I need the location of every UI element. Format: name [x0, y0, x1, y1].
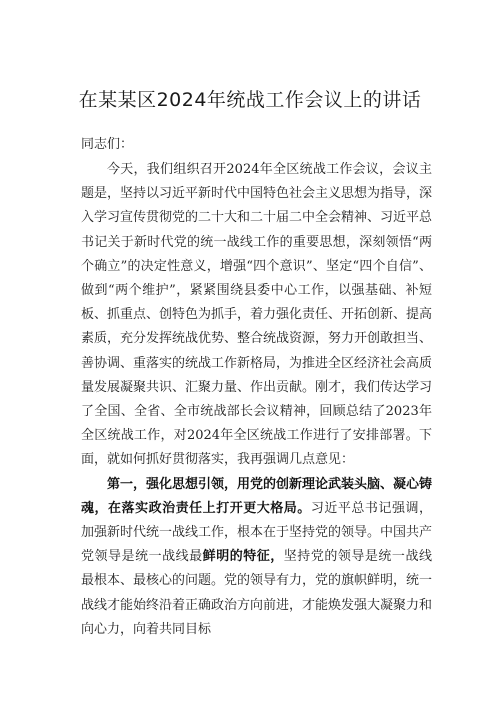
paragraph-text-a: 习近平总书记强调，加强新时代统一战线工作，根本在于坚持党的领导。中国共产党领导是统一战线最: [81, 500, 433, 565]
document-title: 在某某区2024年统战工作会议上的讲话: [78, 89, 422, 111]
document-body: [81, 158, 432, 642]
paragraph-intro: 今天，我们组织召开2024年全区统战工作会议，会议主题是，坚持以习近平新时代中国特色社会主义思想为指导，深入学习宣传贯彻党的二十大和二十届二中全会精神、习近平总书记关于新时代党的统一战线工作的重要思想，深刻领悟“两个确立”的决定性意义，增强“四个意识”、坚定“四个自信”、做到“两个维护”，紧紧围绕县委中心工作，以强基础、补短板、抓重点、创特色为抓手，着力强化责任、开拓创新、提高素质，充分发挥统战优势、整合统战资源，努力开创敢担当、善协调、重落实的统战工作新格局，为推进全区经济社会高质量发展凝聚共识、汇聚力量、作出贡献。刚才，我们传达学习了全国、全省、全市统战部长会议精神，回顾总结了2023年全区统战工作，对2024年全区统战工作进行了安排部署。下面，就如何抓好贯彻落实，我再强调几点意见：: [81, 162, 433, 468]
paragraph-text-b: 坚持党的领导是统一战线最根本、最核心的问题。党的领导有力，党的旗帜鲜明，统一战线才能始终沿着正确政治方向前进，才能焕发强大凝聚力和向心力，向着共同目标: [81, 549, 433, 637]
paragraph-first-point: [81, 473, 432, 642]
paragraph-bold-inline: 鲜明的特征，: [202, 549, 284, 565]
greeting: 同志们：: [81, 137, 134, 152]
section-heading-first: 第一，强化思想引领，用党的创新理论武装头脑、凝心铸魂，在落实政治责任上打开更大格局。: [81, 476, 433, 516]
